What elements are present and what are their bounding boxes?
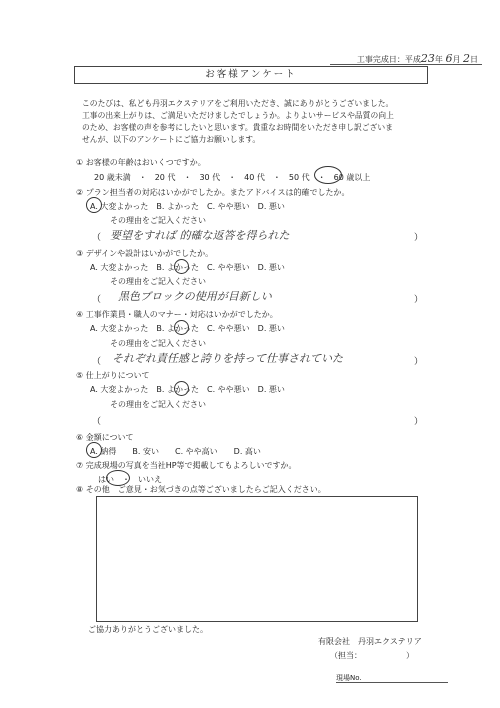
q3-paren-close: ） xyxy=(414,295,424,305)
intro-text: このたびは、私ども丹羽エクステリアをご利用いただき、誠にありがとうございました。 工事の出来上がりは、ご満足いただけましたでしょうか。よりよいサービスや品質の向上 のため、お客様の声を参考にしたいと思います。貴重なお時間をいただき申し訳ございま せんが、以下のアンケートにご協力お願いします。 xyxy=(82,99,394,144)
q1-selected-circle xyxy=(314,166,342,184)
q1-options: 20 歳未満 ・ 20 代 ・ 30 代 ・ 40 代 ・ 50 代 ・ 60 歳以上 xyxy=(94,173,371,182)
comments-box xyxy=(96,496,418,622)
q5-paren-open: （ xyxy=(92,417,102,427)
q6-label: ⑥ 金額について xyxy=(76,433,134,442)
q2-paren-close: ） xyxy=(414,233,424,243)
date-underline xyxy=(330,64,482,65)
q4-options: A. 大変よかった B. よかった C. やや悪い D. 悪い xyxy=(90,324,285,333)
q5-label: ⑤ 仕上がりについて xyxy=(76,371,150,380)
q5-reason-label: その理由をご記入ください xyxy=(110,400,206,409)
q4-reason-handwritten: それぞれ責任感と誇りを持って仕事されていた xyxy=(112,352,343,365)
page-title: お客様アンケート xyxy=(74,66,428,84)
q7-options: はい ・ いいえ xyxy=(98,475,162,484)
year-handwritten: 23 xyxy=(420,52,435,65)
q5-selected-circle xyxy=(174,381,189,396)
company-name: 有限会社 丹羽エクステリア xyxy=(318,637,422,646)
q4-label: ④ 工事作業員・職人のマナー・対応はいかがでしたか。 xyxy=(76,310,278,319)
q2-options: A. 大変よかった B. よかった C. やや悪い D. 悪い xyxy=(90,202,285,211)
q2-paren-open: （ xyxy=(92,233,102,243)
q2-label: ② プラン担当者の対応はいかがでしたか。またアドバイスは的確でしたか。 xyxy=(76,188,350,197)
q2-selected-circle xyxy=(86,197,102,213)
q4-selected-circle xyxy=(174,320,189,335)
site-number-underline xyxy=(336,682,448,683)
q7-label: ⑦ 完成現場の写真を当社HP等で掲載してもよろしいですか。 xyxy=(76,461,297,470)
q6-selected-circle xyxy=(86,442,102,458)
q3-reason-handwritten: 黒色ブロックの使用が目新しい xyxy=(118,290,272,303)
q8-label: ⑧ その他 ご意見・お気づきの点等ございましたらご記入ください。 xyxy=(76,485,326,494)
thanks-text: ご協力ありがとうございました。 xyxy=(88,625,208,634)
q3-selected-circle xyxy=(174,259,189,274)
q2-reason-handwritten: 要望をすれば 的確な返答を得られた xyxy=(110,229,290,242)
staff-field: （担当： ） xyxy=(330,651,414,660)
month-handwritten: 6 xyxy=(445,52,453,65)
q4-paren-open: （ xyxy=(92,357,102,367)
q3-label: ③ デザインや設計はいかがでしたか。 xyxy=(76,249,214,258)
q2-reason-label: その理由をご記入ください xyxy=(110,216,206,225)
q4-reason-label: その理由をご記入ください xyxy=(110,339,206,348)
q3-options: A. 大変よかった B. よかった C. やや悪い D. 悪い xyxy=(90,263,285,272)
site-number-label: 現場No. xyxy=(336,674,362,682)
q1-label: ① お客様の年齢はおいくつですか。 xyxy=(76,158,206,167)
day-handwritten: 2 xyxy=(463,52,470,65)
q4-paren-close: ） xyxy=(414,357,424,367)
completion-date: 工事完成日：平成23年 6月 2日 xyxy=(356,52,478,65)
q3-paren-open: （ xyxy=(92,295,102,305)
q3-reason-label: その理由をご記入ください xyxy=(110,277,206,286)
q5-paren-close: ） xyxy=(414,417,424,427)
q6-options: A. 納得 B. 安い C. やや高い D. 高い xyxy=(90,447,261,456)
q5-options: A. 大変よかった B. よかった C. やや悪い D. 悪い xyxy=(90,385,285,394)
